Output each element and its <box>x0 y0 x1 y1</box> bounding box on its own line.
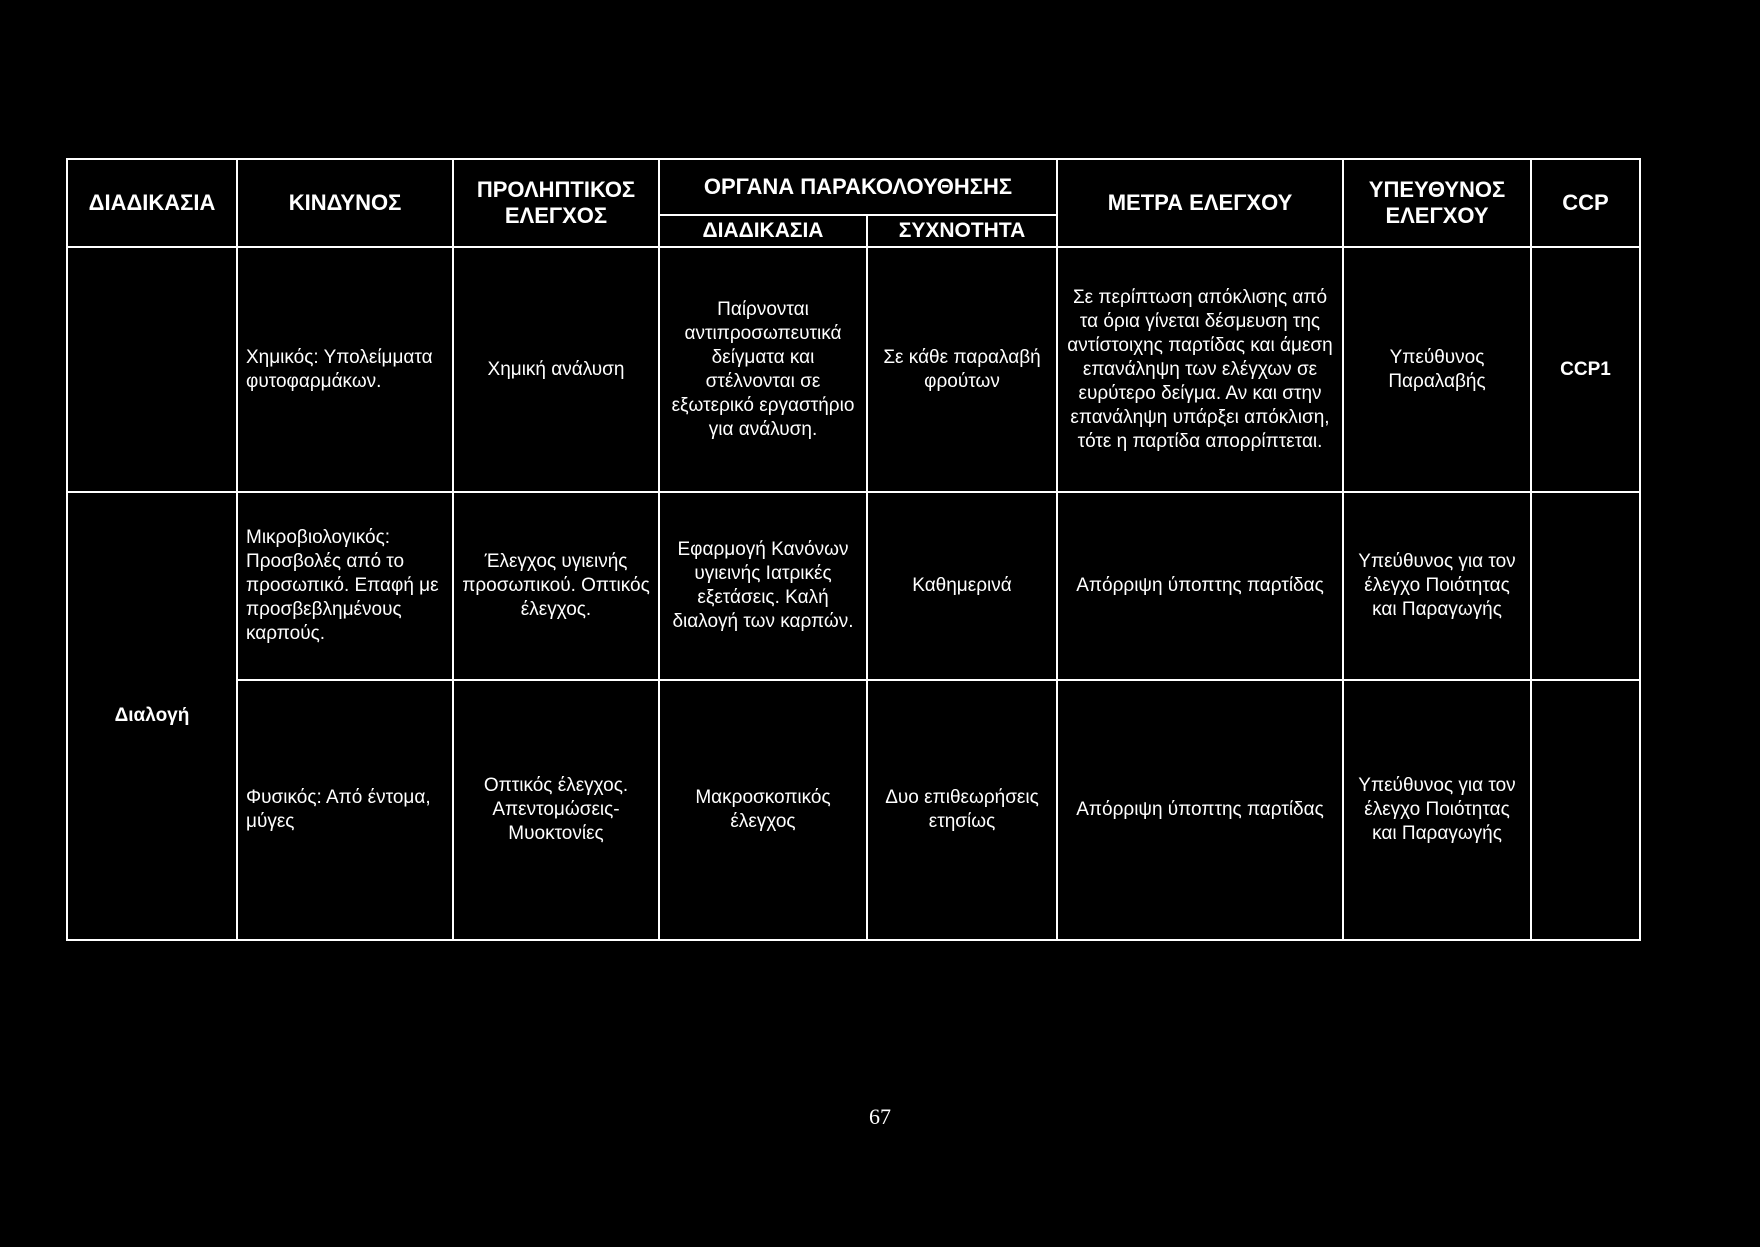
row3-procedure: Μακροσκοπικός έλεγχος <box>659 680 867 940</box>
haccp-table <box>66 158 1641 941</box>
header-process: ΔΙΑΔΙΚΑΣΙΑ <box>67 159 237 247</box>
row3-responsible: Υπεύθυνος για τον έλεγχο Ποιότητας και Παραγωγής <box>1343 680 1531 940</box>
page-number: 67 <box>869 1104 891 1129</box>
row2-preventive-control: Έλεγχος υγιεινής προσωπικού. Οπτικός έλεγχος. <box>453 492 659 680</box>
row2-process: Διαλογή <box>67 492 237 940</box>
row3-measures: Απόρριψη ύποπτης παρτίδας <box>1057 680 1343 940</box>
row1-ccp: CCP1 <box>1531 247 1640 492</box>
header-monitoring-procedure: ΔΙΑΔΙΚΑΣΙΑ <box>659 215 867 247</box>
header-monitoring-frequency: ΣΥΧΝΟΤΗΤΑ <box>867 215 1057 247</box>
row2-ccp <box>1531 492 1640 680</box>
header-hazard: ΚΙΝΔΥΝΟΣ <box>237 159 453 247</box>
row3-ccp <box>1531 680 1640 940</box>
row3-frequency: Δυο επιθεωρήσεις ετησίως <box>867 680 1057 940</box>
row2-measures: Απόρριψη ύποπτης παρτίδας <box>1057 492 1343 680</box>
row2-responsible: Υπεύθυνος για τον έλεγχο Ποιότητας και Παραγωγής <box>1343 492 1531 680</box>
row3-preventive-control: Οπτικός έλεγχος. Απεντομώσεις- Μυοκτονίες <box>453 680 659 940</box>
header-preventive-control: ΠΡΟΛΗΠΤΙΚΟΣ ΕΛΕΓΧΟΣ <box>453 159 659 247</box>
table-row <box>67 247 1640 492</box>
row1-hazard: Χημικός: Υπολείμματα φυτοφαρμάκων. <box>237 247 453 492</box>
header-responsible: ΥΠΕΥΘΥΝΟΣ ΕΛΕΓΧΟΥ <box>1343 159 1531 247</box>
table-row <box>67 492 1640 680</box>
row2-hazard: Μικροβιολογικός: Προσβολές από το προσωπικό. Επαφή με προσβεβλημένους καρπούς. <box>237 492 453 680</box>
row1-responsible: Υπεύθυνος Παραλαβής <box>1343 247 1531 492</box>
row1-frequency: Σε κάθε παραλαβή φρούτων <box>867 247 1057 492</box>
row1-process <box>67 247 237 492</box>
row1-procedure: Παίρνονται αντιπροσωπευτικά δείγματα και στέλνονται σε εξωτερικό εργαστήριο για ανάλυση. <box>659 247 867 492</box>
header-corrective-measures: ΜΕΤΡΑ ΕΛΕΓΧΟΥ <box>1057 159 1343 247</box>
row1-measures: Σε περίπτωση απόκλισης από τα όρια γίνεται δέσμευση της αντίστοιχης παρτίδας και άμεση επανάληψη των ελέγχων σε ευρύτερο δείγμα. Αν και στην επανάληψη υπάρξει απόκλιση, τότε η παρτίδα απορρίπτεται. <box>1057 247 1343 492</box>
header-ccp: CCP <box>1531 159 1640 247</box>
row2-frequency: Καθημερινά <box>867 492 1057 680</box>
table-row <box>67 680 1640 940</box>
row2-procedure: Εφαρμογή Κανόνων υγιεινής Ιατρικές εξετάσεις. Καλή διαλογή των καρπών. <box>659 492 867 680</box>
row1-preventive-control: Χημική ανάλυση <box>453 247 659 492</box>
header-monitoring: ΟΡΓΑΝΑ ΠΑΡΑΚΟΛΟΥΘΗΣΗΣ <box>659 159 1057 215</box>
row3-hazard: Φυσικός: Από έντομα, μύγες <box>237 680 453 940</box>
